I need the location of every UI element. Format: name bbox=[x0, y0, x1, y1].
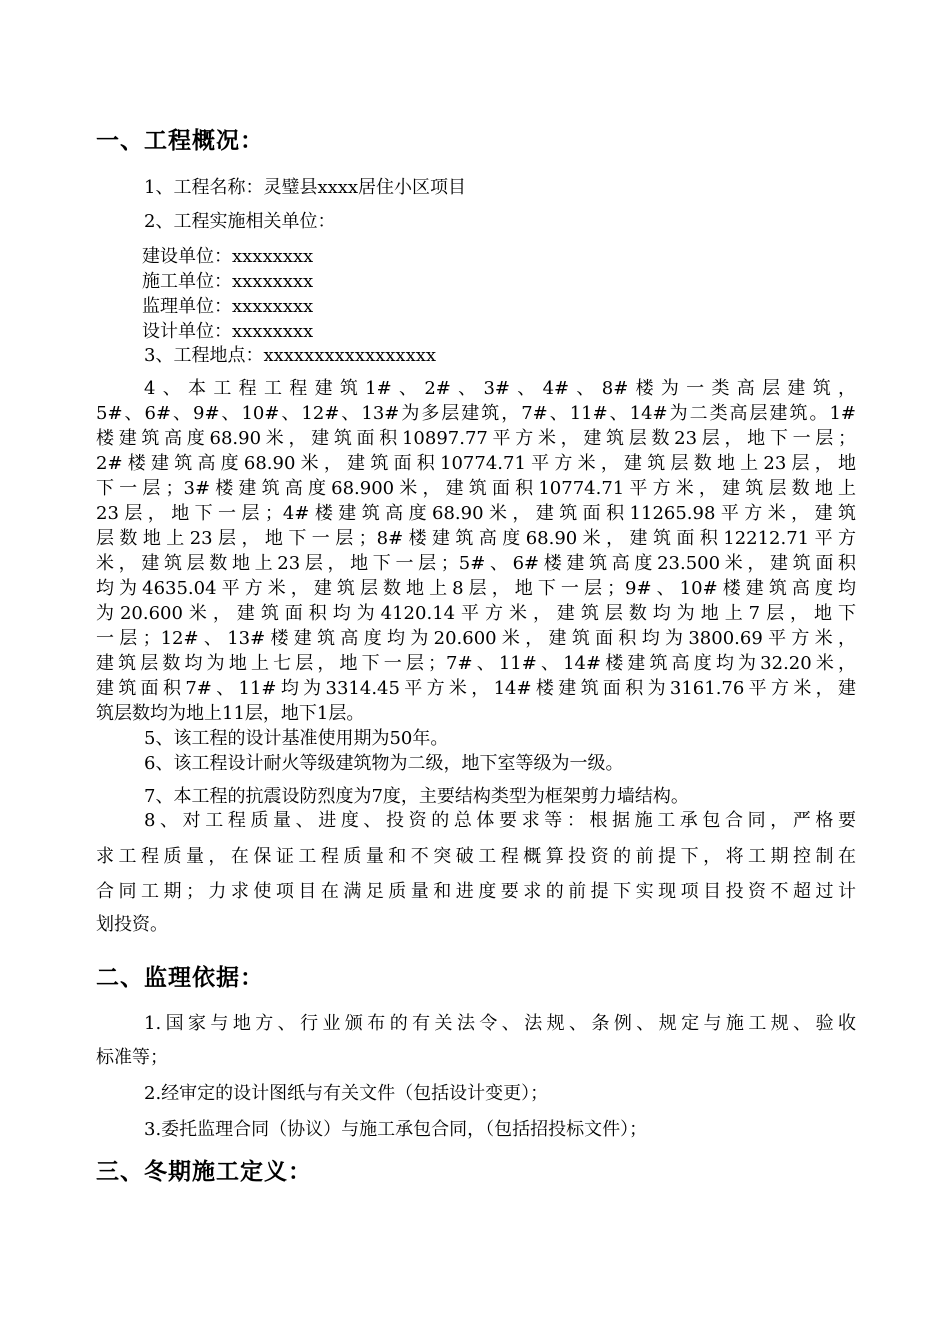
building-info-line: 4、本工程工程建筑1#、2#、3#、4#、8#楼为一类高层建筑， bbox=[144, 378, 856, 399]
section-2-title: 二、监理依据： bbox=[96, 965, 264, 991]
contractor-unit-line: 施工单位：xxxxxxxx bbox=[142, 271, 314, 292]
design-life-line: 5、该工程的设计基准使用期为50年。 bbox=[144, 728, 449, 749]
building-info-line: 楼建筑高度68.90米，建筑面积10897.77平方米，建筑层数23层，地下一层； bbox=[96, 428, 856, 449]
building-info-line: 23层，地下一层；4#楼建筑高度68.90米，建筑面积11265.98平方米，建筑 bbox=[96, 503, 856, 524]
building-info-line: 建筑面积7#、11#均为3314.45平方米，14#楼建筑面积为3161.76平方米，建 bbox=[96, 678, 856, 699]
building-info-line: 一层；12#、13#楼建筑高度均为20.600米，建筑面积均为3800.69平方米， bbox=[96, 628, 856, 649]
building-info-line: 均为4635.04平方米，建筑层数地上8层，地下一层；9#、10#楼建筑高度均 bbox=[96, 578, 856, 599]
design-unit-line: 设计单位：xxxxxxxx bbox=[142, 321, 314, 342]
basis-item-3: 3.委托监理合同（协议）与施工承包合同，（包括招投标文件）； bbox=[144, 1119, 648, 1140]
project-location-line: 3、工程地点：xxxxxxxxxxxxxxxxx bbox=[144, 345, 437, 366]
basis-item-1-cont: 标准等； bbox=[96, 1047, 168, 1068]
section-1-title: 一、工程概况： bbox=[96, 128, 264, 154]
construction-unit-line: 建设单位：xxxxxxxx bbox=[142, 246, 314, 267]
building-info-line: 2#楼建筑高度68.90米，建筑面积10774.71平方米，建筑层数地上23层，地 bbox=[96, 453, 856, 474]
building-info-line: 筑层数均为地上11层，地下1层。 bbox=[96, 703, 365, 724]
related-units-line: 2、工程实施相关单位： bbox=[144, 211, 336, 232]
fire-rating-line: 6、该工程设计耐火等级建筑物为二级，地下室等级为一级。 bbox=[144, 753, 624, 774]
building-info-line: 为20.600米，建筑面积均为4120.14平方米，建筑层数均为地上7层，地下 bbox=[96, 603, 856, 624]
requirements-line: 合同工期；力求使项目在满足质量和进度要求的前提下实现项目投资不超过计 bbox=[96, 881, 856, 902]
supervision-unit-line: 监理单位：xxxxxxxx bbox=[142, 296, 314, 317]
requirements-line: 划投资。 bbox=[96, 914, 168, 935]
basis-item-1: 1.国家与地方、行业颁布的有关法令、法规、条例、规定与施工规、验收 bbox=[144, 1013, 856, 1034]
basis-item-2: 2.经审定的设计图纸与有关文件（包括设计变更）； bbox=[144, 1083, 549, 1104]
seismic-line: 7、本工程的抗震设防烈度为7度，主要结构类型为框架剪力墙结构。 bbox=[144, 786, 689, 807]
requirements-line: 求工程质量，在保证工程质量和不突破工程概算投资的前提下，将工期控制在 bbox=[96, 846, 856, 867]
project-name-line: 1、工程名称：灵璧县xxxx居住小区项目 bbox=[144, 177, 467, 198]
building-info-line: 建筑层数均为地上七层，地下一层；7#、11#、14#楼建筑高度均为32.20米， bbox=[96, 653, 856, 674]
building-info-line: 5#、6#、9#、10#、12#、13#为多层建筑，7#、11#、14#为二类高层建筑。1# bbox=[96, 403, 856, 424]
building-info-line: 下一层；3#楼建筑高度68.900米，建筑面积10774.71平方米，建筑层数地上 bbox=[96, 478, 856, 499]
requirements-line: 8、对工程质量、进度、投资的总体要求等：根据施工承包合同，严格要 bbox=[144, 810, 856, 831]
building-info-line: 米，建筑层数地上23层，地下一层；5#、6#楼建筑高度23.500米，建筑面积 bbox=[96, 553, 856, 574]
building-info-line: 层数地上23层，地下一层；8#楼建筑高度68.90米，建筑面积12212.71平方 bbox=[96, 528, 856, 549]
section-3-title: 三、冬期施工定义： bbox=[96, 1159, 312, 1185]
